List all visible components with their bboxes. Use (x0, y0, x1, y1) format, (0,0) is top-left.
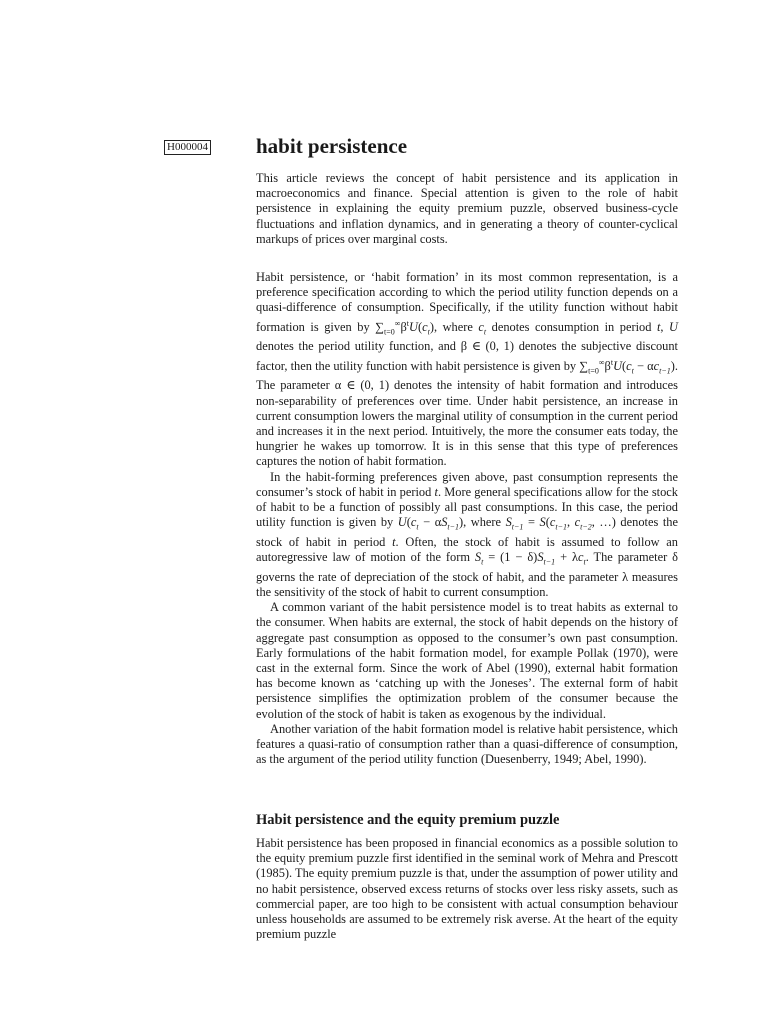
article-title: habit persistence (256, 134, 408, 158)
abstract (256, 171, 678, 247)
paragraph-2: In the habit-forming preferences given above, past consumption represents the consumer’s stock of habit in period t. More general specifications allow for the stock of habit to be a function of possibly all past consumptions. In this case, the period utility function is given by $U(c_t - \alpha S_{t-1})$, where $S_{t-1} = S(c_{t-1}$, $c_{t-2}$, …) denotes the stock of habit in period t. Often, the stock of habit is assumed to follow an autoregressive law of motion of the form $S_t = (1 - \delta)S_{t-1} + \lambda c_t$. The parameter δ governs the rate of depreciation of the stock of habit, and the parameter λ measures the sensitivity of the stock of habit to current consumption. (256, 469, 679, 599)
article-id-tag: H000004 (164, 140, 211, 155)
section-body (256, 836, 678, 942)
section-paragraph: Habit persistence has been proposed in financial economics as a possible solution to the equity premium puzzle first identified in the seminal work of Mehra and Prescott (1985). The equity premium puzzle is that, under the assumption of power utility and no habit persistence, observed excess returns of stocks over less risky assets, such as commercial paper, are too high to be consistent with actual consumption behaviour unless households are assumed to be extremely risk averse. At the heart of the equity premium puzzle (256, 836, 678, 942)
section-heading: Habit persistence and the equity premium puzzle (256, 812, 560, 828)
abstract-text: This article reviews the concept of habit persistence and its application in macroeconomics and finance. Special attention is given to the role of habit persistence in explaining the equity premium puzzle, observed business-cycle fluctuations and inflation dynamics, and in generating a theory of counter-cyclical markups of prices over marginal costs. (256, 171, 678, 246)
paragraph-4: Another variation of the habit formation model is relative habit persistence, which features a quasi-ratio of consumption rather than a quasi-difference of consumption, as the argument of the period utility function (Duesenberry, 1949; Abel, 1990). (256, 721, 678, 767)
body-text (256, 270, 678, 767)
paragraph-3: A common variant of the habit persistence model is to treat habits as external to the consumer. When habits are external, the stock of habit depends on the history of aggregate past consumption as opposed to the consumer’s own past consumption. Early formulations of the habit formation model, for example Pollak (1970), were cast in the external form. Since the work of Abel (1990), external habit formation has become known as ‘catching up with the Joneses’. The external form of habit persistence simplifies the optimization problem of the consumer because the evolution of the stock of habit is taken as exogenous by the individual. (256, 600, 678, 721)
paragraph-1: Habit persistence, or ‘habit formation’ in its most common representation, is a preference specification according to which the period utility function depends on a quasi-difference of consumption. Specifically, if the utility function without habit formation is given by $\sum_{t=0}^\infty\beta^tU(c_t)$, where $c_t$ denotes consumption in period t, U denotes the period utility function, and β ∈ (0, 1) denotes the subjective discount factor, then the utility function with habit persistence is given by $\sum_{t=0}^\infty\beta^tU(c_t - \alpha c_{t-1})$. The parameter α ∈ (0, 1) denotes the intensity of habit formation and introduces non-separability of preferences over time. Under habit persistence, an increase in current consumption lowers the marginal utility of consumption in the current period and increases it in the next period. Intuitively, the more the consumer eats today, the hungrier he wakes up tomorrow. It is in this sense that this type of preferences captures the notion of habit formation. (256, 270, 678, 469)
